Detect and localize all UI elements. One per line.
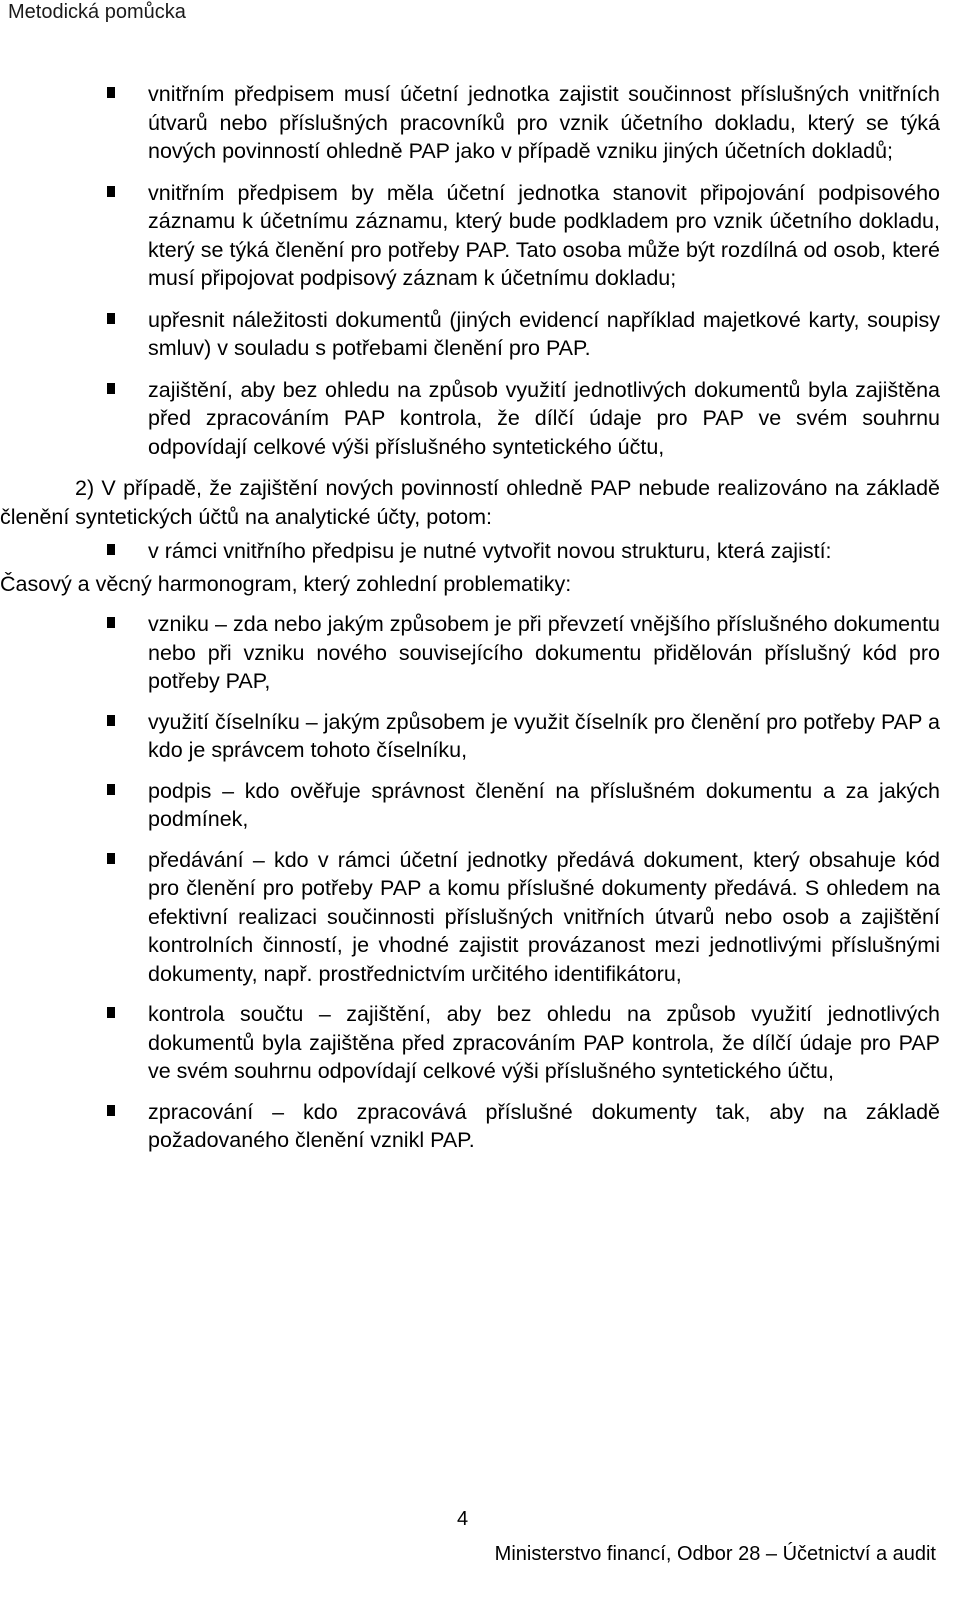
list-item: [0, 1000, 940, 1086]
bullet-list-2: [0, 537, 940, 566]
square-bullet-icon: [107, 784, 115, 795]
list-item: [0, 846, 940, 989]
list-item-text: podpis – kdo ověřuje správnost členění na příslušném dokumentu a za jakých podmínek,: [148, 778, 940, 831]
document-body: [0, 80, 940, 1168]
list-item: [0, 179, 940, 293]
paragraph-3: Časový a věcný harmonogram, který zohlední problematiky:: [0, 571, 572, 596]
list-item-text: zajištění, aby bez ohledu na způsob využití jednotlivých dokumentů byla zajištěna před zpracováním PAP kontrola, že dílčí údaje pro PAP ve svém souhrnu odpovídají celkové výši příslušného syntetického účtu,: [148, 377, 940, 459]
square-bullet-icon: [107, 383, 115, 394]
list-item-text: vnitřním předpisem by měla účetní jednotka stanovit připojování podpisového záznamu k účetnímu záznamu, který bude podkladem pro vznik účetního dokladu, který se týká členění pro potřeby PAP. Tato osoba může být rozdílná od osob, které musí připojovat podpisový záznam k účetnímu dokladu;: [148, 180, 940, 290]
square-bullet-icon: [107, 617, 115, 628]
list-item: [0, 610, 940, 696]
list-item: [0, 537, 940, 566]
bullet-list-1: [0, 80, 940, 461]
square-bullet-icon: [107, 186, 115, 197]
square-bullet-icon: [107, 715, 115, 726]
square-bullet-icon: [107, 1105, 115, 1116]
page-header: Metodická pomůcka: [8, 1, 186, 23]
list-item: [0, 80, 940, 166]
square-bullet-icon: [107, 544, 115, 555]
bullet-list-3: [0, 610, 940, 1155]
list-item: [0, 306, 940, 363]
list-item: [0, 376, 940, 462]
list-item-text: vnitřním předpisem musí účetní jednotka zajistit součinnost příslušných vnitřních útvarů nebo příslušných pracovníků pro vznik účetního dokladu, který se týká nových povinností ohledně PAP jako v případě vzniku jiných účetních dokladů;: [148, 82, 940, 163]
list-item-text: předávání – kdo v rámci účetní jednotky předává dokument, který obsahuje kód pro členění pro potřeby PAP a komu příslušné dokumenty předává. S ohledem na efektivní realizaci součinnosti příslušných vnitřních útvarů nebo osob a zajištění kontrolních činností, je vhodné zajistit provázanost mezi jednotlivými příslušnými dokumenty, např. prostřednictvím určitého identifikátoru,: [148, 847, 940, 986]
list-item-text: využití číselníku – jakým způsobem je využit číselník pro členění pro potřeby PAP a kdo je správcem tohoto číselníku,: [148, 709, 940, 762]
square-bullet-icon: [107, 853, 115, 864]
list-item-text: vzniku – zda nebo jakým způsobem je při převzetí vnějšího příslušného dokumentu nebo při vzniku nového souvisejícího dokumentu přidělován příslušný kód pro potřeby PAP,: [148, 612, 940, 693]
square-bullet-icon: [107, 1007, 115, 1018]
list-item-text: upřesnit náležitosti dokumentů (jiných evidencí například majetkové karty, soupisy smluv) v souladu s potřebami členění pro PAP.: [148, 307, 940, 360]
page-footer: Ministerstvo financí, Odbor 28 – Účetnictví a audit: [494, 1543, 936, 1565]
list-item: [0, 708, 940, 765]
square-bullet-icon: [107, 87, 115, 98]
square-bullet-icon: [107, 313, 115, 324]
list-item-text: kontrola součtu – zajištění, aby bez ohledu na způsob využití jednotlivých dokumentů byla zajištěna před zpracováním PAP kontrola, že dílčí údaje pro PAP ve svém souhrnu odpovídají celkové výši příslušného syntetického účtu,: [148, 1002, 940, 1083]
paragraph-2: 2) V případě, že zajištění nových povinností ohledně PAP nebude realizováno na základě členění syntetických účtů na analytické účty, potom:: [0, 476, 940, 529]
list-item-text: zpracování – kdo zpracovává příslušné dokumenty tak, aby na základě požadovaného členění vznikl PAP.: [148, 1099, 940, 1152]
list-item: [0, 1098, 940, 1155]
list-item-text: v rámci vnitřního předpisu je nutné vytvořit novou strukturu, která zajistí:: [148, 539, 832, 563]
list-item: [0, 777, 940, 834]
page-number: 4: [457, 1508, 469, 1530]
